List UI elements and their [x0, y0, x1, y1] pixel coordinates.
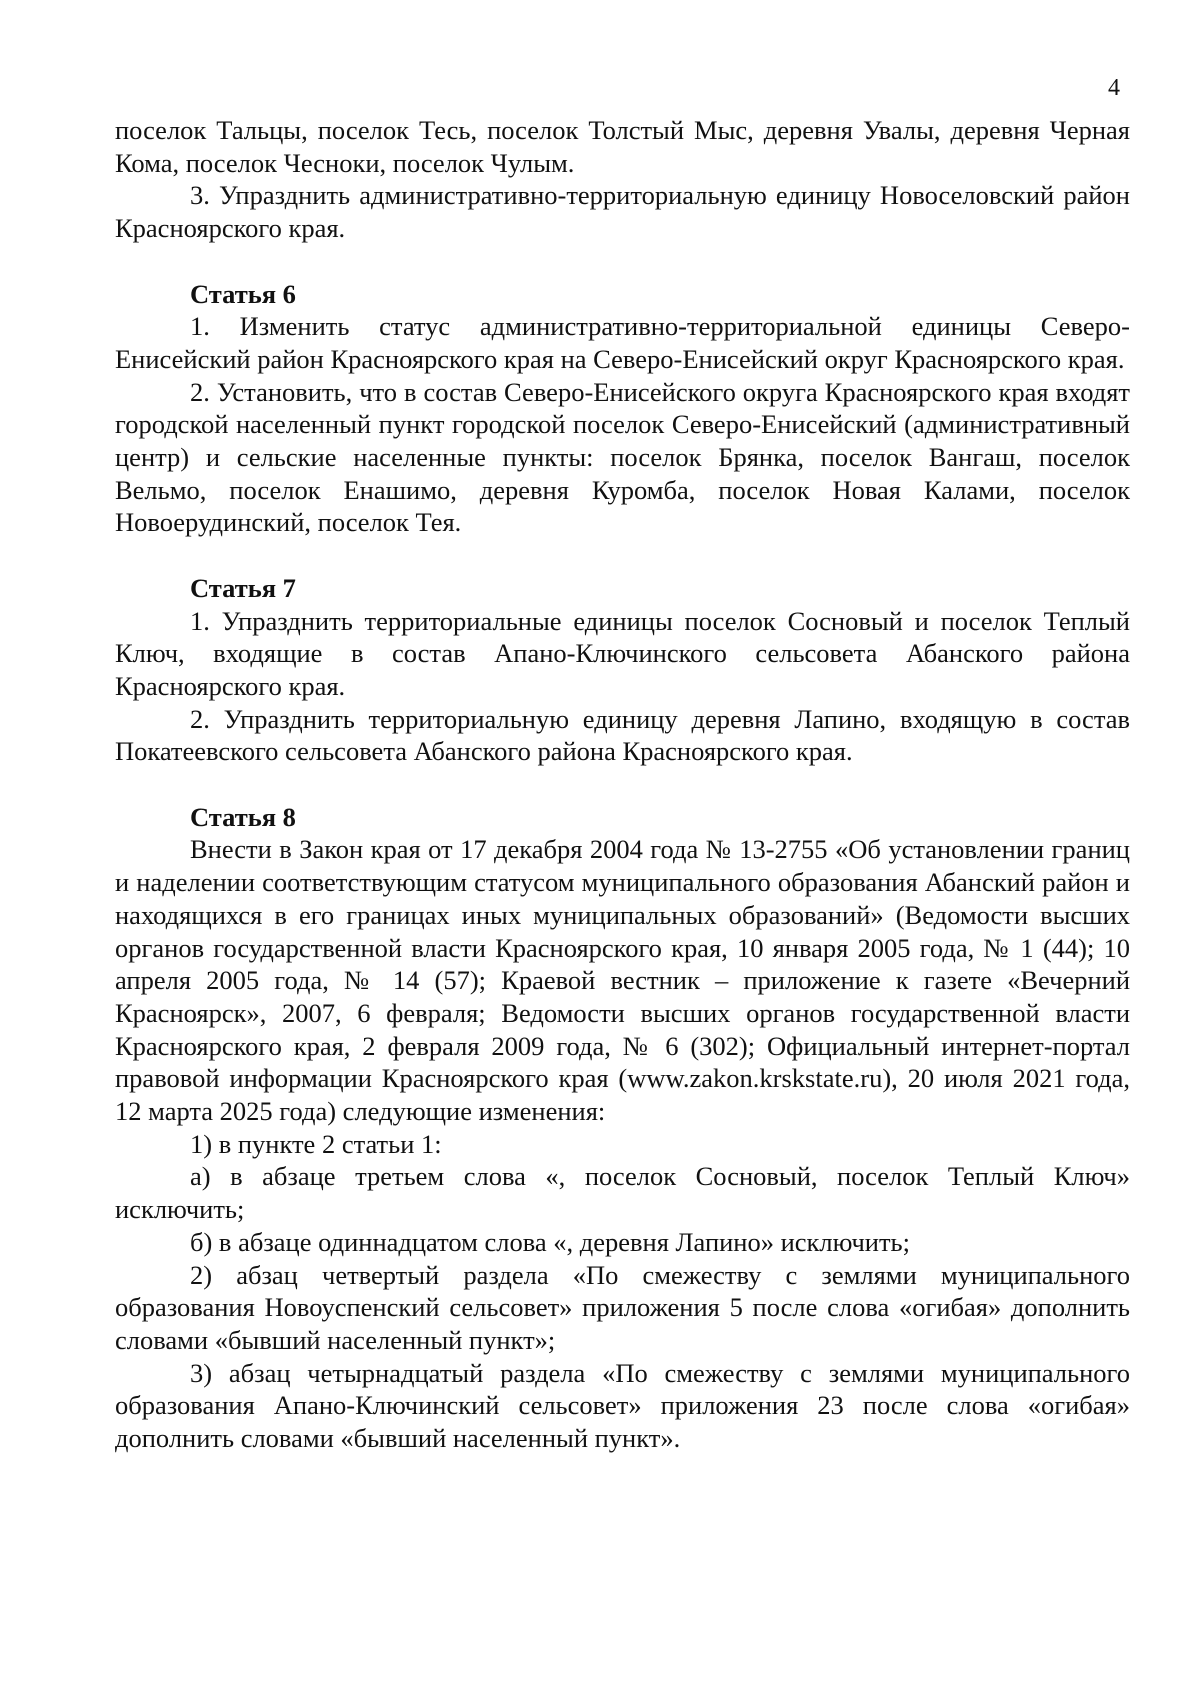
spacer [115, 539, 1130, 572]
article8-item1b: б) в абзаце одиннадцатом слова «, деревня Лапино» исключить; [190, 1226, 910, 1257]
document-body [115, 114, 1130, 1455]
article8-item2: 2) абзац четвертый раздела «По смежеству с землями муниципального образования Новоуспенский сельсовет» приложения 5 после слова «огибая» дополнить словами «бывший населенный пункт»; [115, 1259, 1130, 1355]
page-number: 4 [1108, 75, 1120, 101]
article5-paragraph3: 3. Упразднить административно-территориальную единицу Новоселовский район Красноярского края. [115, 180, 1130, 244]
article6-paragraph2: 2. Установить, что в состав Северо-Енисейского округа Красноярского края входят городской населенный пункт городской поселок Северо-Енисейский (административный центр) и сельские населенные пункты: поселок Брянка, поселок Вангаш, поселок Вельмо, поселок Енашимо, деревня Куромба, поселок Новая Калами, поселок Новоерудинский, поселок Тея. [115, 376, 1130, 538]
spacer [115, 245, 1130, 278]
article7-heading: Статья 7 [190, 572, 296, 603]
article7-paragraph2: 2. Упразднить территориальную единицу деревня Лапино, входящую в состав Покатеевского сельсовета Абанского района Красноярского края. [115, 703, 1130, 767]
article8-intro: Внести в Закон края от 17 декабря 2004 года № 13-2755 «Об установлении границ и наделении соответствующим статусом муниципального образования Абанский район и находящихся в его границах иных муниципальных образований» (Ведомости высших органов государственной власти Красноярского края, 10 января 2005 года, № 1 (44); 10 апреля 2005 года, № 14 (57); Краевой вестник – приложение к газете «Вечерний Красноярск», 2007, 6 февраля; Ведомости высших органов государственной власти Красноярского края, 2 февраля 2009 года, № 6 (302); Официальный интернет-портал правовой информации Красноярского края (www.zakon.krskstate.ru), 20 июля 2021 года, 12 марта 2025 года) следующие изменения: [115, 834, 1130, 1127]
article8-item1a: а) в абзаце третьем слова «, поселок Сосновый, поселок Теплый Ключ» исключить; [115, 1161, 1130, 1225]
article5-paragraph1-continuation: поселок Тальцы, поселок Тесь, поселок Толстый Мыс, деревня Увалы, деревня Черная Кома, поселок Чесноки, поселок Чулым. [115, 115, 1130, 178]
article8-item1: 1) в пункте 2 статьи 1: [190, 1128, 442, 1159]
article8-heading: Статья 8 [190, 801, 296, 832]
article6-paragraph1: 1. Изменить статус административно-территориальной единицы Северо-Енисейский район Красноярского края на Северо-Енисейский округ Красноярского края. [115, 311, 1130, 374]
article7-paragraph1: 1. Упразднить территориальные единицы поселок Сосновый и поселок Теплый Ключ, входящие в состав Апано-Ключинского сельсовета Абанского района Красноярского края. [115, 605, 1130, 701]
spacer [115, 768, 1130, 801]
article6-heading: Статья 6 [190, 278, 296, 309]
article8-item3: 3) абзац четырнадцатый раздела «По смежеству с землями муниципального образования Апано-Ключинский сельсовет» приложения 23 после слова «огибая» дополнить словами «бывший населенный пункт». [115, 1357, 1130, 1454]
